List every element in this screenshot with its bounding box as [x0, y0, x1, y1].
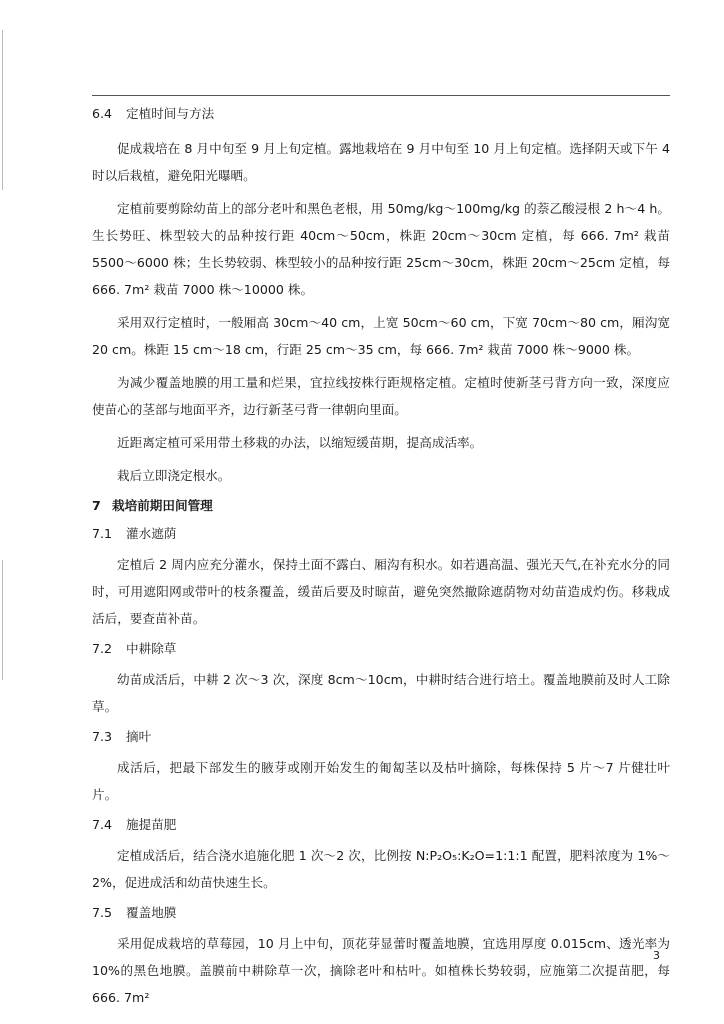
section-heading-7-1: 7.1 灌水遮荫	[92, 526, 177, 541]
paragraph: 采用双行定植时，一般厢高 30cm～40 cm，上宽 50cm～60 cm，下宽 70cm～80 cm，厢沟宽 20 cm。株距 15 cm～18 cm，行距 25 cm～35 cm，每 666. 7m² 栽苗 7000 株～9000 株。	[92, 315, 670, 357]
chapter-heading-7: 7 栽培前期田间管理	[92, 498, 213, 513]
section-heading-7-2: 7.2 中耕除草	[92, 641, 177, 656]
scan-margin-mark	[2, 30, 3, 190]
header-rule	[92, 95, 670, 96]
paragraph: 促成栽培在 8 月中旬至 9 月上旬定植。露地栽培在 9 月中旬至 10 月上旬定植。选择阴天或下午 4 时以后栽植，避免阳光曝晒。	[92, 141, 670, 183]
paragraph: 定植成活后，结合浇水追施化肥 1 次～2 次，比例按 N:P₂O₅:K₂O=1:1:1 配置，肥料浓度为 1%～2%，促进成活和幼苗快速生长。	[92, 848, 670, 890]
paragraph: 为减少覆盖地膜的用工量和烂果，宜拉线按株行距规格定植。定植时使新茎弓背方向一致，深度应使苗心的茎部与地面平齐，边行新茎弓背一律朝向里面。	[92, 375, 670, 417]
section-heading-7-4: 7.4 施提苗肥	[92, 817, 177, 832]
scan-margin-mark-lower	[2, 560, 3, 680]
section-heading-7-3: 7.3 摘叶	[92, 729, 152, 744]
paragraph: 幼苗成活后，中耕 2 次～3 次，深度 8cm～10cm，中耕时结合进行培土。覆盖地膜前及时人工除草。	[92, 672, 670, 714]
paragraph: 近距离定植可采用带土移栽的办法，以缩短缓苗期，提高成活率。	[117, 435, 483, 450]
paragraph: 定植后 2 周内应充分灌水，保持土面不露白、厢沟有积水。如若遇高温、强光天气,在补充水分的同时，可用遮阳网或带叶的枝条覆盖，缓苗后要及时晾苗，避免突然撤除遮荫物对幼苗造成灼伤。移栽成活后，要查苗补苗。	[92, 557, 670, 626]
paragraph: 成活后，把最下部发生的腋芽或刚开始发生的匍匐茎以及枯叶摘除，每株保持 5 片～7 片健壮叶片。	[92, 760, 670, 802]
paragraph: 采用促成栽培的草莓园，10 月上中旬，顶花芽显蕾时覆盖地膜，宜选用厚度 0.015cm、透光率为 10%的黑色地膜。盖膜前中耕除草一次，摘除老叶和枯叶。如植株长势较弱，应施第二次提苗肥，每 666. 7m²	[92, 936, 670, 1005]
paragraph: 栽后立即浇定根水。	[117, 468, 231, 483]
page-number: 3	[653, 949, 660, 962]
paragraph: 定植前要剪除幼苗上的部分老叶和黑色老根，用 50mg/kg～100mg/kg 的萘乙酸浸根 2 h～4 h。生长势旺、株型较大的品种按行距 40cm～50cm，株距 20cm～30cm 定植，每 666. 7m² 栽苗 5500～6000 株；生长势较弱、株型较小的品种按行距 25cm～30cm，株距 20cm～25cm 定植，每 666. 7m² 栽苗 7000 株～10000 株。	[92, 201, 670, 297]
section-heading-7-5: 7.5 覆盖地膜	[92, 905, 177, 920]
document-body	[92, 103, 670, 1011]
section-heading-6-4: 6.4 定植时间与方法	[92, 106, 215, 121]
